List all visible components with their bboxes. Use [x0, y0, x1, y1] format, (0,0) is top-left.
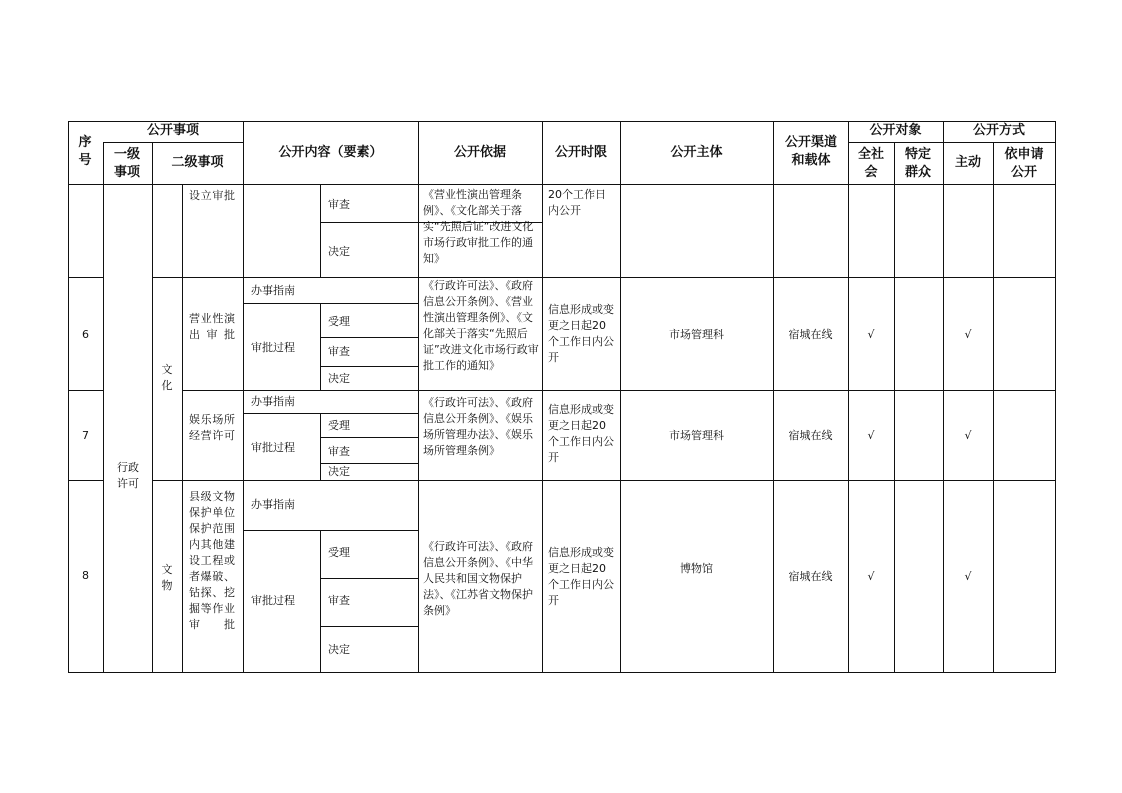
- row7-guide-rule: [243, 413, 418, 414]
- row8-subject: 博物馆: [680, 562, 713, 575]
- row6-step-accept: 受理: [328, 315, 350, 328]
- row8-step-rule: [320, 626, 418, 627]
- col-line: [152, 142, 153, 673]
- row6-seq: 6: [82, 328, 89, 341]
- row6-step-rule: [320, 366, 418, 367]
- col-line-steps: [320, 184, 321, 277]
- table-border-bottom: [68, 672, 1056, 673]
- top-subitem: 设立审批: [189, 189, 235, 202]
- col-line-steps: [320, 303, 321, 390]
- row-rule: [68, 480, 103, 481]
- row-rule: [182, 390, 1056, 391]
- table-border-left: [68, 121, 69, 673]
- row-rule: [68, 277, 103, 278]
- col-line: [243, 121, 244, 673]
- header-level2: 二级事项: [171, 155, 224, 170]
- category-xingzheng: 行政许可: [117, 461, 139, 490]
- row7-step-decide: 决定: [328, 465, 350, 478]
- col-line: [542, 121, 543, 673]
- header-active: 主动: [954, 155, 981, 170]
- header-subject: 公开主体: [670, 145, 723, 160]
- col-line-steps: [320, 530, 321, 673]
- row6-guide: 办事指南: [251, 284, 295, 297]
- row8-guide: 办事指南: [251, 498, 295, 511]
- header-basis: 公开依据: [453, 145, 506, 160]
- header-method: 公开方式: [972, 123, 1025, 138]
- row6-subitem: 营业性演出审批: [189, 312, 235, 341]
- row8-step-rule: [320, 578, 418, 579]
- col-line: [620, 121, 621, 673]
- row6-channel: 宿城在线: [788, 328, 833, 341]
- row6-subject: 市场管理科: [669, 328, 724, 341]
- col-line: [418, 121, 419, 673]
- row7-basis: 《行政许可法》、《政府信息公开条例》、《娱乐场所管理办法》、《娱乐场所管理条例》: [423, 396, 533, 457]
- col-line: [103, 142, 104, 673]
- row7-time-limit: 信息形成或变更之日起20个工作日内公开: [548, 403, 614, 464]
- table-border-right: [1055, 121, 1056, 673]
- header-subrule-audience: [848, 142, 1055, 143]
- category-wenwu: 文物: [161, 563, 173, 592]
- row6-active-check: √: [964, 328, 972, 341]
- row7-step-rule: [320, 437, 418, 438]
- header-bottom-rule: [68, 184, 1056, 185]
- row6-guide-rule: [243, 303, 418, 304]
- row7-step-accept: 受理: [328, 419, 350, 432]
- row-rule: [152, 480, 1056, 481]
- row7-active-check: √: [964, 429, 972, 442]
- row6-step-rule: [320, 337, 418, 338]
- header-audience: 公开对象: [869, 123, 922, 138]
- row-rule-top: [320, 222, 418, 223]
- row8-step-review: 审查: [328, 594, 350, 607]
- row8-subitem: 县级文物保护单位保护范围内其他建设工程或者爆破、钻探、挖掘等作业审批: [189, 490, 235, 631]
- header-level1: 一级事项: [113, 147, 140, 180]
- row7-guide: 办事指南: [251, 395, 295, 408]
- row6-all-society-check: √: [867, 328, 875, 341]
- row8-all-society-check: √: [867, 570, 875, 583]
- row7-all-society-check: √: [867, 429, 875, 442]
- top-step-review: 审查: [328, 198, 350, 211]
- header-all-society: 全社会: [857, 147, 884, 180]
- top-time-limit: 20个工作日内公开: [548, 188, 606, 217]
- row8-basis: 《行政许可法》、《政府信息公开条例》、《中华人民共和国文物保护法》、《江苏省文物保护条例》: [423, 540, 533, 617]
- row8-step-decide: 决定: [328, 643, 350, 656]
- top-basis: 《营业性演出管理条例》、《文化部关于落实“先照后证”改进文化市场行政审批工作的通知》: [423, 188, 534, 265]
- row8-process: 审批过程: [251, 594, 295, 607]
- row6-process: 审批过程: [251, 341, 295, 354]
- col-line: [993, 142, 994, 673]
- col-line: [773, 121, 774, 673]
- header-channel: 公开渠道和载体: [784, 135, 837, 168]
- row7-subject: 市场管理科: [669, 429, 724, 442]
- row7-step-review: 审查: [328, 445, 350, 458]
- row8-step-accept: 受理: [328, 546, 350, 559]
- row7-process: 审批过程: [251, 441, 295, 454]
- row8-seq: 8: [82, 569, 89, 582]
- col-line: [182, 184, 183, 673]
- row8-channel: 宿城在线: [788, 570, 833, 583]
- row8-guide-rule: [243, 530, 418, 531]
- col-line: [848, 121, 849, 673]
- header-specific-group: 特定群众: [904, 147, 931, 180]
- col-line: [943, 121, 944, 673]
- row6-step-decide: 决定: [328, 372, 350, 385]
- row7-subitem: 娱乐场所经营许可: [189, 413, 235, 442]
- row7-seq: 7: [82, 429, 89, 442]
- header-seq: 序号: [78, 135, 92, 168]
- header-time-limit: 公开时限: [554, 145, 607, 160]
- row6-step-review: 审查: [328, 345, 350, 358]
- row6-basis: 《行政许可法》、《政府信息公开条例》、《营业性演出管理条例》、《文化部关于落实“先照后证”改进文化市场行政审批工作的通知》: [423, 279, 539, 372]
- row7-channel: 宿城在线: [788, 429, 833, 442]
- row8-active-check: √: [964, 570, 972, 583]
- col-line-steps: [320, 413, 321, 480]
- row8-time-limit: 信息形成或变更之日起20个工作日内公开: [548, 546, 614, 607]
- top-step-decide: 决定: [328, 245, 350, 258]
- header-on-request: 依申请公开: [1004, 147, 1044, 180]
- header-content: 公开内容（要素）: [278, 145, 383, 160]
- row-rule: [68, 390, 103, 391]
- header-subrule-items: [103, 142, 243, 143]
- header-public-items: 公开事项: [146, 123, 199, 138]
- row6-time-limit: 信息形成或变更之日起20个工作日内公开: [548, 303, 614, 364]
- col-line: [894, 142, 895, 673]
- category-wenhua: 文化: [161, 363, 173, 392]
- row-rule: [152, 277, 1056, 278]
